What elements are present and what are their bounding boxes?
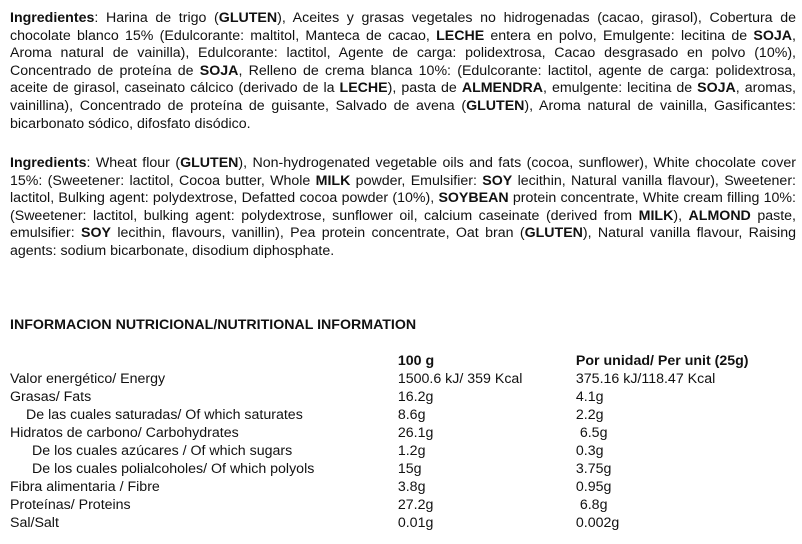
per-100g-value: 16.2g xyxy=(397,389,434,405)
nutrition-heading: INFORMACION NUTRICIONAL/NUTRITIONAL INFORMATION xyxy=(10,317,417,333)
ingredients-spanish xyxy=(10,10,796,133)
per-100g-value: 3.8g xyxy=(397,479,426,495)
allergen-text: MILK xyxy=(638,207,674,224)
nutrient-label: Fibra alimentaria / Fibre xyxy=(10,479,160,495)
nutrition-row xyxy=(10,460,802,478)
per-100g-value: 0.01g xyxy=(397,515,434,531)
allergen-text: LECHE xyxy=(436,27,485,44)
ingredient-text: lecithin, flavours, vanillin), Pea protein concentrate, Oat bran ( xyxy=(110,225,525,242)
allergen-text: Ingredientes xyxy=(10,10,95,26)
nutrition-row xyxy=(10,388,802,406)
per-unit-value: 0.002g xyxy=(575,515,620,531)
ingredient-text: entera en polvo, Emulgente: lecitina de xyxy=(484,27,754,44)
ingredient-text: protein concentrate, White cream filling 10%: (Sweetener: lactitol, bulking agent: polydextrose, sunflower oil, calcium caseinate (derived from xyxy=(10,190,796,224)
nutrient-label: Sal/Salt xyxy=(10,515,59,531)
per-100g-value: 1.2g xyxy=(397,443,426,459)
per-100g-header: 100 g xyxy=(397,353,435,369)
allergen-text: LECHE xyxy=(339,80,388,97)
per-100g-value: 26.1g xyxy=(397,425,434,441)
ingredient-text: , Relleno de crema blanca 10%: (Edulcorante: lactitol, agente de carga: polidextrosa, aceite de girasol, caseinato cálcico (derivado de la xyxy=(10,62,796,97)
allergen-text: Ingredients xyxy=(10,155,87,171)
per-unit-value: 6.5g xyxy=(575,425,608,441)
ingredient-text: , aromas, vainillina), Concentrado de proteína de guisante, Salvado de avena ( xyxy=(10,80,796,114)
per-100g-value: 1500.6 kJ/ 359 Kcal xyxy=(397,371,523,387)
per-unit-value: 6.8g xyxy=(575,497,608,513)
ingredient-text: ), pasta de xyxy=(387,80,462,97)
per-unit-value: 0.3g xyxy=(575,443,604,459)
allergen-text: ALMENDRA xyxy=(461,80,544,97)
allergen-text: SOY xyxy=(81,225,111,242)
allergen-text: SOY xyxy=(482,172,513,189)
nutrient-label: De las cuales saturadas/ Of which saturates xyxy=(26,407,303,423)
nutrient-column-header xyxy=(10,352,398,370)
per-unit-value: 0.95g xyxy=(575,479,612,495)
allergen-text: GLUTEN xyxy=(524,225,583,242)
nutrient-label: Proteínas/ Proteins xyxy=(10,497,131,513)
per-unit-value: 2.2g xyxy=(575,407,604,423)
nutrition-row xyxy=(10,424,802,442)
allergen-text: SOJA xyxy=(753,27,793,44)
allergen-text: GLUTEN xyxy=(466,97,525,114)
allergen-text: GLUTEN xyxy=(218,10,278,26)
ingredient-text: powder, Emulsifier: xyxy=(350,172,483,189)
nutrient-label: De los cuales azúcares / Of which sugars xyxy=(32,443,293,459)
per-unit-header: Por unidad/ Per unit (25g) xyxy=(575,353,749,369)
nutrition-row xyxy=(10,406,802,424)
ingredient-text: ), xyxy=(673,207,689,224)
per-100g-value: 27.2g xyxy=(397,497,434,513)
nutrition-row xyxy=(10,478,802,496)
ingredient-text: : Harina de trigo ( xyxy=(94,10,219,26)
nutrition-table xyxy=(10,352,802,532)
nutrition-row xyxy=(10,442,802,460)
ingredient-text: , emulgente: lecitina de xyxy=(543,80,698,97)
allergen-text: SOJA xyxy=(697,80,736,97)
nutrient-label: De los cuales polialcoholes/ Of which polyols xyxy=(32,461,315,477)
ingredient-text: lecithin, Natural vanilla flavour), Sweetener: lactitol, Bulking agent: polydextrose, Defatted cocoa powder (10%), xyxy=(10,172,796,207)
per-100g-value: 15g xyxy=(397,461,422,477)
allergen-text: SOJA xyxy=(199,62,239,79)
nutrient-label: Valor energético/ Energy xyxy=(10,371,166,387)
nutrient-label: Hidratos de carbono/ Carbohydrates xyxy=(10,425,239,441)
nutrient-label: Grasas/ Fats xyxy=(10,389,92,405)
ingredient-text: ), Aceites y grasas vegetales no hidrogenadas (cacao, girasol), Cobertura de chocolate blanco 15% (Edulcorante: maltitol, Manteca de cacao, xyxy=(10,10,796,44)
allergen-text: GLUTEN xyxy=(180,155,239,171)
nutrition-rows xyxy=(10,370,802,532)
nutrition-row xyxy=(10,370,802,388)
per-unit-value: 4.1g xyxy=(575,389,604,405)
ingredient-text: ), Aroma natural de vainilla, Gasificantes: bicarbonato sódico, difosfato disódico. xyxy=(10,97,796,132)
nutrition-row xyxy=(10,514,802,532)
allergen-text: ALMOND xyxy=(688,207,751,224)
nutrition-header-row xyxy=(10,352,802,370)
per-unit-value: 375.16 kJ/118.47 Kcal xyxy=(575,371,716,387)
ingredient-text: , Aroma natural de vainilla), Edulcorante: lactitol, Agente de carga: polidextrosa, Cacao desgrasado en polvo (10%), Concentrado de proteína de xyxy=(10,27,796,79)
allergen-text: SOYBEAN xyxy=(438,190,509,207)
nutrition-row xyxy=(10,496,802,514)
ingredients-english xyxy=(10,155,796,261)
ingredient-text: ), Non-hydrogenated vegetable oils and fats (cocoa, sunflower), White chocolate cover 15%: (Sweetener: lactitol, Cocoa butter, Whole xyxy=(10,155,796,189)
ingredient-text: ), Natural vanilla flavour, Raising agents: sodium bicarbonate, disodium diphosphate. xyxy=(10,225,796,259)
per-100g-value: 8.6g xyxy=(397,407,426,423)
per-unit-value: 3.75g xyxy=(575,461,612,477)
ingredient-text: paste, emulsifier: xyxy=(10,207,796,242)
allergen-text: MILK xyxy=(315,172,351,189)
ingredient-text: : Wheat flour ( xyxy=(86,155,181,171)
